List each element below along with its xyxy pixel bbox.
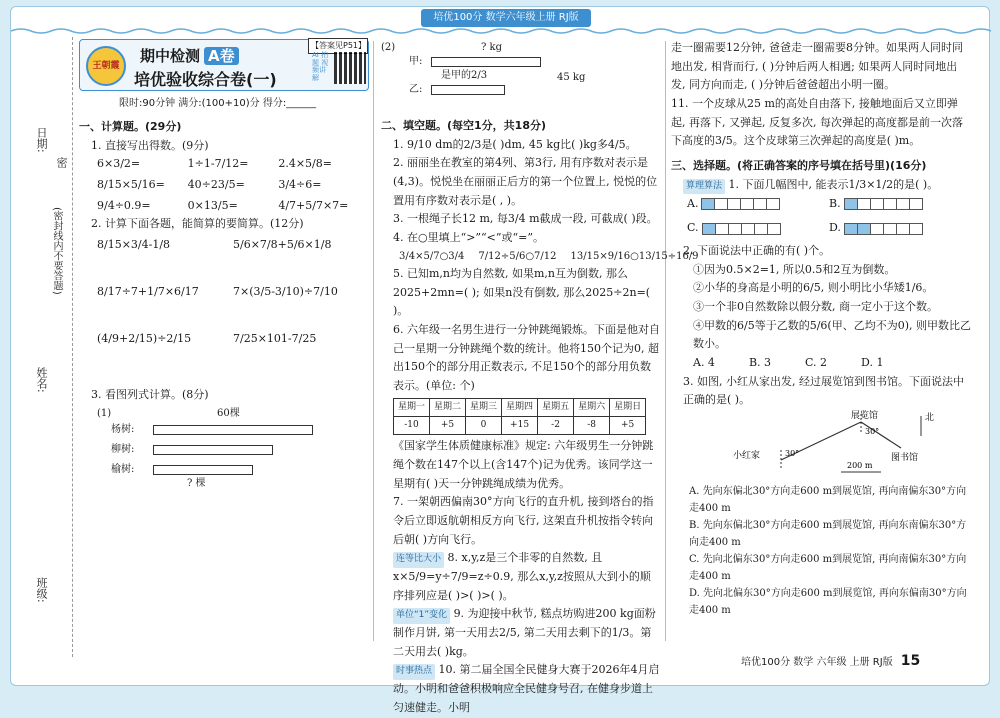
- table-row: [394, 416, 646, 434]
- q2-item: (4/9+2/15)÷2/15: [97, 331, 192, 345]
- c1-options: [687, 195, 971, 238]
- option-letter: A.: [687, 196, 699, 210]
- q3-row3: 榆树:: [111, 463, 135, 475]
- table-header-cell: 星期一: [394, 398, 430, 416]
- q1-item: 0×13/5=: [187, 198, 238, 212]
- tag-badge: 连等比大小: [393, 552, 444, 567]
- fraction-figure: [702, 198, 780, 210]
- after-table-text: 《国家学生体质健康标准》规定: 六年级男生一分钟跳绳个数在147个以上(含147个)记为优秀。该同学这一星期有( )天一分钟跳绳成绩为优秀。: [393, 439, 654, 490]
- q1-item: 3/4÷6=: [278, 178, 322, 192]
- compare-item: 7/12÷5/6○7/12: [478, 250, 557, 262]
- ai-label: AI 拍题 视频讲解: [312, 51, 329, 83]
- q3-sub: (1): [97, 407, 112, 419]
- compare-item: 3/4×5/7○3/4: [399, 250, 465, 262]
- tag-badge: 时事热点: [393, 664, 435, 679]
- q2-items: [97, 236, 369, 348]
- compare-item: 13/15×9/16○13/15÷16/9: [570, 250, 699, 262]
- q9-text: 9. 为迎接中秋节, 糕点坊购进200 kg面粉制作月饼, 第一天用去2/5, 第二天用去剩下的1/3。第二天用去( )kg。: [393, 607, 656, 658]
- fill-item-9: [393, 605, 661, 661]
- answer-ref: 【答案见P51】: [308, 38, 368, 54]
- class-label: 班级:: [35, 577, 48, 603]
- table-cell: +5: [430, 416, 466, 434]
- angle-label: 30°: [865, 427, 880, 437]
- fraction-figure: [845, 223, 923, 235]
- compare-row: [399, 248, 699, 265]
- qr-code-icon[interactable]: [334, 52, 366, 84]
- total-kg: 45 kg: [557, 72, 586, 83]
- c1-option-d[interactable]: [829, 219, 971, 238]
- tag-badge: 单位“1”变化: [393, 608, 450, 623]
- table-cell: 0: [466, 416, 502, 434]
- q3-row1: 杨树:: [111, 423, 135, 435]
- c1-option-a[interactable]: [687, 195, 829, 214]
- north-label: 北: [925, 413, 935, 424]
- fill-item-7: 7. 一架朝西偏南30°方向飞行的直升机, 接到塔台的指令后立即返航朝相反方向飞行, 这架直升机按指令转向后朝( )方向飞行。: [393, 495, 654, 546]
- table-header-row: [394, 398, 646, 416]
- table-header-cell: 星期六: [574, 398, 610, 416]
- q1-item: 2.4×5/8=: [278, 157, 332, 171]
- q3-figure: [97, 405, 369, 489]
- table-header-cell: 星期日: [610, 398, 646, 416]
- jia-bar: [431, 57, 541, 67]
- option-letter: D.: [829, 221, 841, 235]
- home-label: 小红家: [733, 451, 761, 462]
- choice-2: 2. 下面说法中正确的有( )个。: [683, 243, 831, 257]
- page-footer: [741, 653, 920, 669]
- poplar-bar: [153, 425, 313, 435]
- q3-2-figure: [381, 39, 661, 97]
- q3-title: 3. 看图列式计算。(8分): [91, 388, 209, 402]
- q10-text: 10. 第二届全国全民健身大赛于2026年4月启动。小明和爸爸积极响应全民健身号召, 在健身步道上匀速健走。小明: [393, 663, 660, 714]
- choice-3: 3. 如图, 小红从家出发, 经过展览馆到图书馆。下面说法中正确的是( )。: [683, 374, 964, 407]
- table-cell: -2: [538, 416, 574, 434]
- c2-option[interactable]: A. 4: [693, 356, 715, 369]
- choice-1: [683, 176, 971, 195]
- q1-items: [97, 155, 369, 215]
- yi-label: 乙:: [409, 84, 423, 95]
- ratio-note: 是甲的2/3: [441, 70, 488, 81]
- q2-item: 8/17÷7+1/7×6/17: [97, 284, 199, 298]
- exam-title-text: 期中检测: [140, 47, 201, 65]
- binding-strip: [11, 37, 73, 657]
- column-divider: [665, 41, 666, 641]
- table-cell: +5: [610, 416, 646, 434]
- c2-option[interactable]: D. 1: [861, 356, 884, 369]
- table-header-cell: 星期四: [502, 398, 538, 416]
- c2-option[interactable]: B. 3: [748, 356, 772, 369]
- q1-item: 9/4÷0.9=: [97, 198, 151, 212]
- exam-subtitle: 培优验收综合卷(一): [134, 70, 277, 89]
- wave-border: [11, 27, 991, 35]
- fill-item-3: 3. 一根绳子长12 m, 每3/4 m截成一段, 可截成( )段。: [393, 212, 658, 226]
- column-3: [671, 39, 971, 619]
- angle-label: 30°: [785, 449, 800, 459]
- distance-label: 200 m: [847, 461, 873, 471]
- c1-option-b[interactable]: [829, 195, 971, 214]
- option-letter: B.: [829, 196, 841, 210]
- elm-bar: [153, 465, 253, 475]
- q1-item: 8/15×5/16=: [97, 178, 165, 192]
- route-map: [731, 410, 951, 476]
- date-label: 日期:: [35, 127, 48, 153]
- column-2: [381, 39, 699, 718]
- fraction-figure: [703, 223, 781, 235]
- option-letter: C.: [687, 221, 699, 235]
- fill-item-11: 11. 一个皮球从25 m的高处自由落下, 接触地面后又立即弹起, 再落下, 又弹起, 反复多次, 每次弹起的高度都是前一次落下高度的3/5。这个皮球第三次弹起的高度是( )m。: [671, 97, 963, 148]
- c1-option-c[interactable]: [687, 219, 829, 238]
- c2-statement: ③一个非0自然数除以假分数, 商一定小于这个数。: [693, 299, 938, 313]
- table-cell: -8: [574, 416, 610, 434]
- c1-text: 1. 下面几幅图中, 能表示1/3×1/2的是( )。: [728, 177, 939, 191]
- jump-rope-table: [393, 398, 646, 436]
- title-box: [79, 39, 369, 91]
- worksheet-page: [10, 6, 990, 714]
- seal-mark: 密: [55, 157, 68, 168]
- fill-item-10: [393, 661, 661, 717]
- fill-item-5: 5. 已知m,n均为自然数, 如果m,n互为倒数, 那么2025+2mn=( ); 如果n没有倒数, 那么2025÷2n=( )。: [393, 266, 651, 318]
- table-cell: -10: [394, 416, 430, 434]
- fill-item-1: 1. 9/10 dm的2/3是( )dm, 45 kg比( )kg多4/5。: [393, 137, 637, 151]
- willow-bar: [153, 445, 273, 455]
- page-number: 15: [900, 653, 921, 669]
- section-2-title: 二、填空题。(每空1分，共18分): [381, 119, 547, 132]
- column-divider: [373, 41, 374, 641]
- yi-bar: [431, 85, 505, 95]
- q1-item: 40÷23/5=: [187, 178, 245, 192]
- exhibit-label: 展览馆: [851, 411, 879, 422]
- q3-2-kg: ? kg: [481, 42, 503, 53]
- q2-item: 7/25×101-7/25: [233, 331, 317, 345]
- c3-option[interactable]: A. 先向东偏北30°方向走600 m到展览馆, 再向南偏东30°方向走400 m: [689, 485, 967, 514]
- footer-text: 培优100分 数学 六年级 上册 RJ版: [741, 657, 893, 668]
- tag-badge: 算理算法: [683, 179, 725, 194]
- top-tag: 培优100分 数学六年级上册 RJ版: [421, 9, 591, 27]
- table-header-cell: 星期二: [430, 398, 466, 416]
- c3-option[interactable]: B. 先向东偏北30°方向走600 m到展览馆, 再向东南偏东30°方向走400 m: [689, 519, 967, 548]
- exam-meta: 限时:90分钟 满分:(100+10)分 得分:______: [119, 98, 317, 109]
- c2-statement: ④甲数的6/5等于乙数的5/6(甲、乙均不为0), 则甲数比乙数小。: [693, 318, 971, 351]
- table-header-cell: 星期五: [538, 398, 574, 416]
- q2-item: 8/15×3/4-1/8: [97, 238, 171, 252]
- fill-item-8: [393, 549, 661, 605]
- seal-notice: (密封线内不要答题): [51, 207, 62, 295]
- fill-item-6: 6. 六年级一名男生进行一分钟跳绳锻炼。下面是他对自己一星期一分钟跳绳个数的统计。他将150个记为0, 超出150个的部分用正数表示, 不足150个的部分用负数表示。(单位: 个): [393, 322, 660, 392]
- q2-item: 7×(3/5-3/10)÷7/10: [233, 284, 338, 298]
- fill-item-2: 2. 丽丽坐在教室的第4列、第3行, 用有序数对表示是(4,3)。悦悦坐在丽丽正后方的第一个位置上, 悦悦的位置用有序数对表示是( , )。: [393, 156, 658, 207]
- volume-badge: A卷: [204, 47, 239, 65]
- library-label: 图书馆: [891, 453, 919, 464]
- q3-2-sub: (2): [381, 42, 396, 53]
- q1-item: 1÷1-7/12=: [187, 157, 249, 171]
- jia-label: 甲:: [409, 56, 423, 67]
- table-header-cell: 星期三: [466, 398, 502, 416]
- c3-option[interactable]: D. 先向北偏东30°方向走600 m到展览馆, 再向东偏南30°方向走400 m: [689, 587, 967, 616]
- fraction-figure: [845, 198, 923, 210]
- name-label: 姓名:: [35, 367, 48, 393]
- c2-option[interactable]: C. 2: [805, 356, 828, 369]
- q3-ask: ? 棵: [187, 477, 206, 489]
- c2-statement: ②小华的身高是小明的6/5, 则小明比小华矮1/6。: [693, 281, 934, 295]
- q8-text: 8. x,y,z是三个非零的自然数, 且x×5/9=y÷7/9=z÷0.9, 那么x,y,z按照从大到小的顺序排列应是( )>( )>( )。: [393, 551, 651, 602]
- q1-item: 4/7+5/7×7=: [278, 198, 349, 212]
- section-1-title: 一、计算题。(29分): [79, 120, 182, 133]
- q3-row2: 柳树:: [111, 443, 135, 455]
- q2-title: 2. 计算下面各题，能简算的要简算。(12分): [91, 217, 304, 231]
- table-cell: +15: [502, 416, 538, 434]
- brand-logo: 王朝霞: [86, 46, 126, 86]
- q1-item: 6×3/2=: [97, 157, 141, 171]
- c2-statement: ①因为0.5×2=1, 所以0.5和2互为倒数。: [693, 262, 896, 276]
- q10-continued: 走一圈需要12分钟, 爸爸走一圈需要8分钟。如果两人同时同地出发, 相背而行, ( )分钟后两人相遇; 如果两人同时同地出发, 同方向而走, ( )分钟后爸爸超出小明一圈。: [671, 41, 963, 92]
- q2-item: 5/6×7/8+5/6×1/8: [233, 238, 332, 252]
- fill-item-4: 4. 在○里填上“>”“<”或“=”。: [393, 231, 544, 245]
- column-1: [79, 39, 369, 489]
- section-3-title: 三、选择题。(将正确答案的序号填在括号里)(16分): [671, 159, 927, 173]
- c3-option[interactable]: C. 先向北偏东30°方向走600 m到展览馆, 再向南偏东30°方向走400 m: [689, 553, 967, 582]
- q3-total: 60棵: [217, 407, 240, 419]
- c2-options: [693, 354, 971, 373]
- q1-title: 1. 直接写出得数。(9分): [91, 138, 209, 152]
